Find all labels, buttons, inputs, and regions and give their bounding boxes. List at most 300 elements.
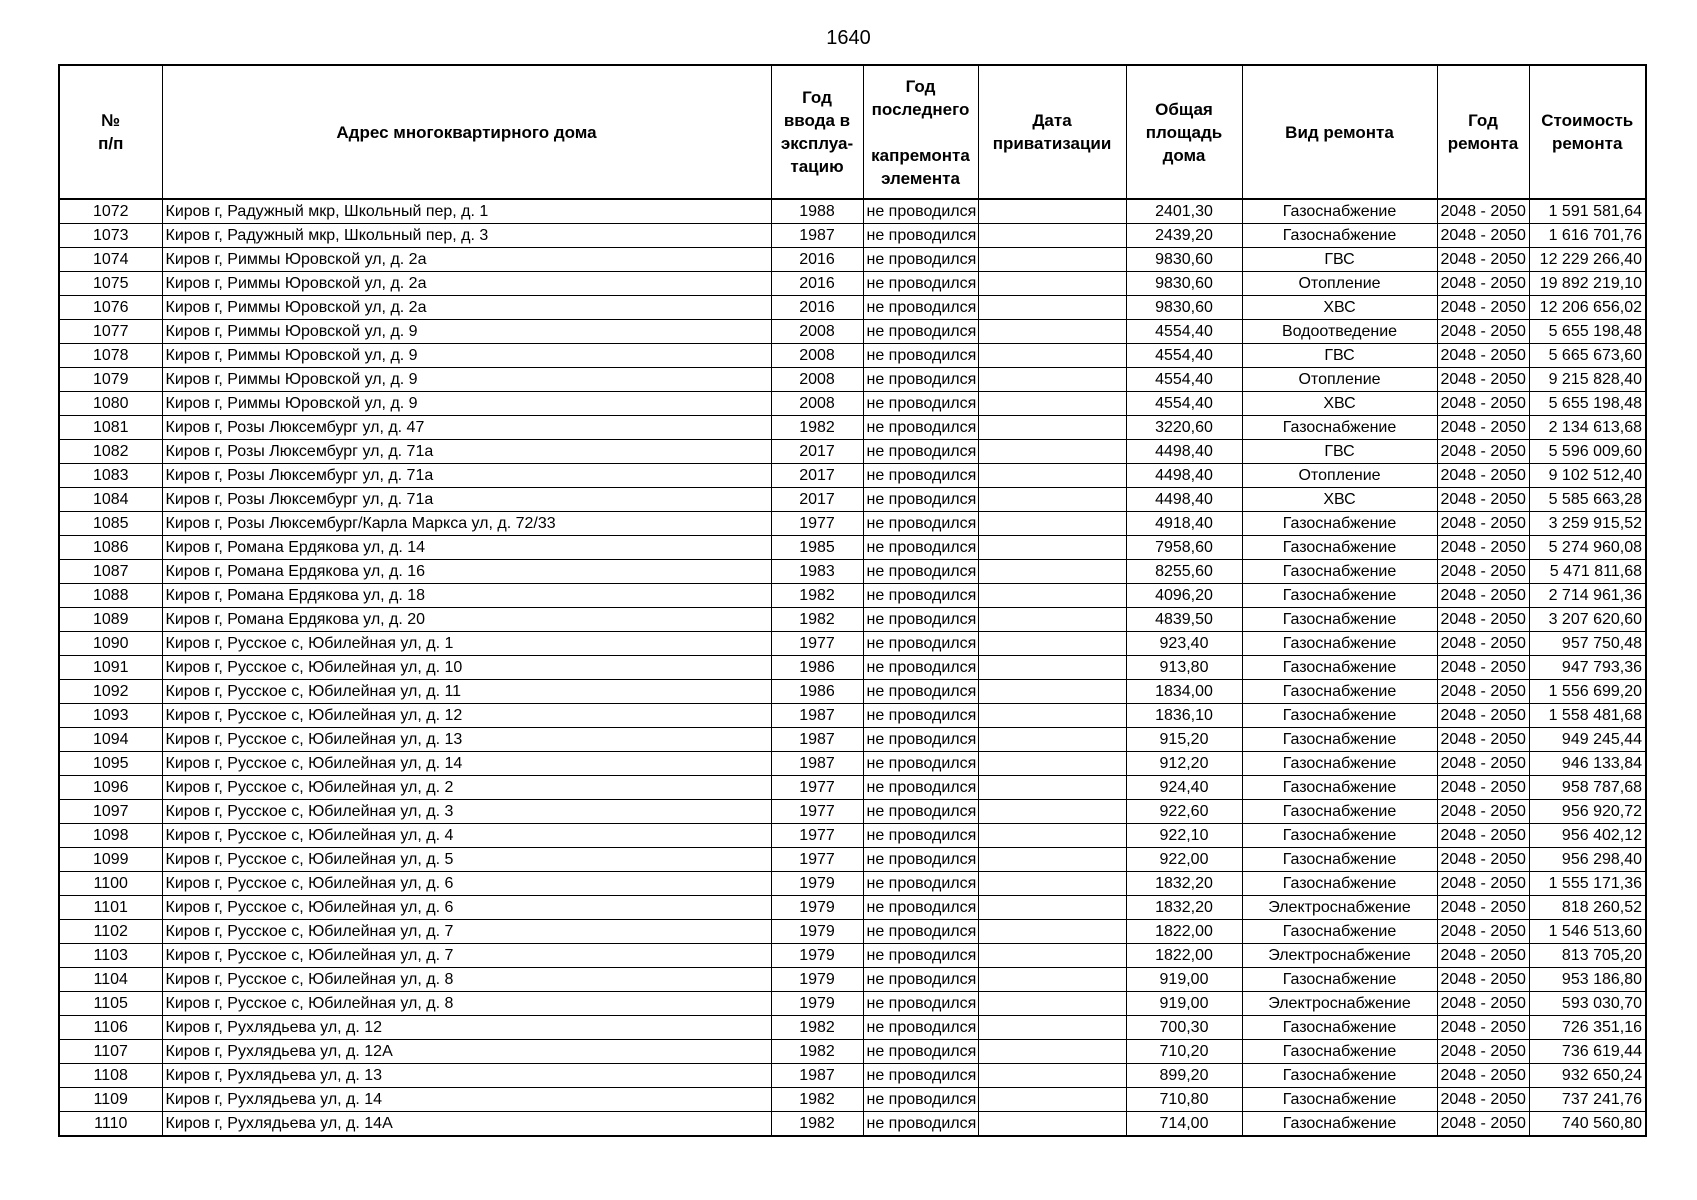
last-repair-cell: не проводился: [863, 1064, 978, 1088]
row-number-cell: 1102: [59, 920, 162, 944]
last-repair-cell: не проводился: [863, 440, 978, 464]
address-cell: Киров г, Рухлядьева ул, д. 12: [162, 1016, 771, 1040]
table-row: [59, 944, 1646, 968]
cost-cell: 736 619,44: [1529, 1040, 1646, 1064]
header-row: [59, 65, 1646, 199]
cost-cell: 953 186,80: [1529, 968, 1646, 992]
header-text: эксплуа-: [780, 134, 854, 153]
last-repair-cell: не проводился: [863, 272, 978, 296]
repair-period-cell: 2048 - 2050: [1437, 992, 1529, 1016]
header-text: дома: [1162, 145, 1206, 165]
commission-year-cell: 2008: [771, 320, 863, 344]
commission-year-cell: 2008: [771, 392, 863, 416]
header-text: Год: [905, 76, 936, 96]
privatization-cell: [978, 584, 1126, 608]
area-cell: 4498,40: [1126, 440, 1242, 464]
privatization-cell: [978, 728, 1126, 752]
row-number-cell: 1110: [59, 1112, 162, 1137]
repair-type-cell: ГВС: [1242, 440, 1437, 464]
address-cell: Киров г, Русское с, Юбилейная ул, д. 8: [162, 992, 771, 1016]
repair-period-cell: 2048 - 2050: [1437, 848, 1529, 872]
cost-cell: 726 351,16: [1529, 1016, 1646, 1040]
cost-cell: 5 655 198,48: [1529, 392, 1646, 416]
last-repair-cell: не проводился: [863, 776, 978, 800]
cost-cell: 957 750,48: [1529, 632, 1646, 656]
repair-period-cell: 2048 - 2050: [1437, 320, 1529, 344]
area-cell: 4498,40: [1126, 488, 1242, 512]
last-repair-cell: не проводился: [863, 992, 978, 1016]
commission-year-cell: 1979: [771, 968, 863, 992]
repair-period-cell: 2048 - 2050: [1437, 1088, 1529, 1112]
last-repair-cell: не проводился: [863, 944, 978, 968]
table-row: [59, 632, 1646, 656]
repair-period-cell: 2048 - 2050: [1437, 512, 1529, 536]
column-header-commission-year: [771, 65, 863, 199]
table-row: [59, 536, 1646, 560]
cost-cell: 813 705,20: [1529, 944, 1646, 968]
commission-year-cell: 1982: [771, 584, 863, 608]
header-text: Год: [1468, 111, 1498, 130]
repair-period-cell: 2048 - 2050: [1437, 1016, 1529, 1040]
column-header-address: [162, 65, 771, 199]
repair-type-cell: Газоснабжение: [1242, 1064, 1437, 1088]
commission-year-cell: 2016: [771, 296, 863, 320]
privatization-cell: [978, 320, 1126, 344]
repair-period-cell: 2048 - 2050: [1437, 944, 1529, 968]
privatization-cell: [978, 1064, 1126, 1088]
table-row: [59, 824, 1646, 848]
area-cell: 9830,60: [1126, 272, 1242, 296]
last-repair-cell: не проводился: [863, 920, 978, 944]
privatization-cell: [978, 344, 1126, 368]
table-row: [59, 248, 1646, 272]
table-row: [59, 320, 1646, 344]
row-number-cell: 1074: [59, 248, 162, 272]
privatization-cell: [978, 872, 1126, 896]
privatization-cell: [978, 752, 1126, 776]
commission-year-cell: 1982: [771, 416, 863, 440]
header-text: ремонта: [1447, 134, 1519, 153]
area-cell: 913,80: [1126, 656, 1242, 680]
table-row: [59, 512, 1646, 536]
table-row: [59, 776, 1646, 800]
row-number-cell: 1094: [59, 728, 162, 752]
address-cell: Киров г, Риммы Юровской ул, д. 2а: [162, 248, 771, 272]
commission-year-cell: 1982: [771, 1040, 863, 1064]
repair-period-cell: 2048 - 2050: [1437, 824, 1529, 848]
repair-type-cell: Газоснабжение: [1242, 1016, 1437, 1040]
column-header-privatization: [978, 65, 1126, 199]
repair-type-cell: ХВС: [1242, 392, 1437, 416]
column-header-repair-year: [1437, 65, 1529, 199]
last-repair-cell: не проводился: [863, 224, 978, 248]
area-cell: 922,60: [1126, 800, 1242, 824]
repair-type-cell: Газоснабжение: [1242, 968, 1437, 992]
commission-year-cell: 2017: [771, 488, 863, 512]
repair-type-cell: ГВС: [1242, 344, 1437, 368]
table-row: [59, 224, 1646, 248]
last-repair-cell: не проводился: [863, 199, 978, 224]
row-number-cell: 1098: [59, 824, 162, 848]
privatization-cell: [978, 992, 1126, 1016]
commission-year-cell: 1982: [771, 1016, 863, 1040]
last-repair-cell: не проводился: [863, 728, 978, 752]
repair-type-cell: Газоснабжение: [1242, 199, 1437, 224]
cost-cell: 5 274 960,08: [1529, 536, 1646, 560]
commission-year-cell: 1977: [771, 776, 863, 800]
area-cell: 1832,20: [1126, 896, 1242, 920]
table-row: [59, 296, 1646, 320]
area-cell: 700,30: [1126, 1016, 1242, 1040]
address-cell: Киров г, Русское с, Юбилейная ул, д. 14: [162, 752, 771, 776]
row-number-cell: 1082: [59, 440, 162, 464]
cost-cell: 9 102 512,40: [1529, 464, 1646, 488]
address-cell: Киров г, Романа Ердякова ул, д. 16: [162, 560, 771, 584]
repair-period-cell: 2048 - 2050: [1437, 368, 1529, 392]
address-cell: Киров г, Русское с, Юбилейная ул, д. 7: [162, 944, 771, 968]
area-cell: 923,40: [1126, 632, 1242, 656]
address-cell: Киров г, Русское с, Юбилейная ул, д. 12: [162, 704, 771, 728]
cost-cell: 5 585 663,28: [1529, 488, 1646, 512]
privatization-cell: [978, 560, 1126, 584]
address-cell: Киров г, Русское с, Юбилейная ул, д. 13: [162, 728, 771, 752]
area-cell: 919,00: [1126, 968, 1242, 992]
repair-period-cell: 2048 - 2050: [1437, 1112, 1529, 1137]
address-cell: Киров г, Романа Ердякова ул, д. 14: [162, 536, 771, 560]
last-repair-cell: не проводился: [863, 584, 978, 608]
header-text: Стоимость: [1541, 111, 1634, 130]
address-cell: Киров г, Риммы Юровской ул, д. 9: [162, 320, 771, 344]
header-text: площадь: [1145, 122, 1223, 142]
cost-cell: 5 665 673,60: [1529, 344, 1646, 368]
last-repair-cell: не проводился: [863, 1112, 978, 1137]
address-cell: Киров г, Русское с, Юбилейная ул, д. 10: [162, 656, 771, 680]
table-row: [59, 896, 1646, 920]
repair-type-cell: Газоснабжение: [1242, 1040, 1437, 1064]
table-header: [59, 65, 1646, 199]
header-text: Вид ремонта: [1285, 122, 1394, 142]
row-number-cell: 1089: [59, 608, 162, 632]
header-text: №: [101, 111, 121, 130]
last-repair-cell: не проводился: [863, 392, 978, 416]
repair-period-cell: 2048 - 2050: [1437, 632, 1529, 656]
area-cell: 4554,40: [1126, 344, 1242, 368]
last-repair-cell: не проводился: [863, 368, 978, 392]
cost-cell: 593 030,70: [1529, 992, 1646, 1016]
cost-cell: 949 245,44: [1529, 728, 1646, 752]
area-cell: 710,80: [1126, 1088, 1242, 1112]
address-cell: Киров г, Риммы Юровской ул, д. 9: [162, 368, 771, 392]
privatization-cell: [978, 512, 1126, 536]
privatization-cell: [978, 968, 1126, 992]
privatization-cell: [978, 416, 1126, 440]
address-cell: Киров г, Романа Ердякова ул, д. 20: [162, 608, 771, 632]
repair-type-cell: Электроснабжение: [1242, 944, 1437, 968]
privatization-cell: [978, 296, 1126, 320]
header-spacer: [866, 121, 976, 144]
last-repair-cell: не проводился: [863, 1088, 978, 1112]
row-number-cell: 1086: [59, 536, 162, 560]
commission-year-cell: 1982: [771, 608, 863, 632]
header-text: тацию: [790, 157, 844, 176]
address-cell: Киров г, Русское с, Юбилейная ул, д. 6: [162, 896, 771, 920]
row-number-cell: 1096: [59, 776, 162, 800]
address-cell: Киров г, Русское с, Юбилейная ул, д. 8: [162, 968, 771, 992]
row-number-cell: 1095: [59, 752, 162, 776]
commission-year-cell: 1982: [771, 1112, 863, 1137]
area-cell: 9830,60: [1126, 248, 1242, 272]
last-repair-cell: не проводился: [863, 296, 978, 320]
privatization-cell: [978, 896, 1126, 920]
table-row: [59, 1112, 1646, 1137]
repair-type-cell: Газоснабжение: [1242, 224, 1437, 248]
privatization-cell: [978, 800, 1126, 824]
repair-type-cell: Газоснабжение: [1242, 416, 1437, 440]
address-cell: Киров г, Русское с, Юбилейная ул, д. 4: [162, 824, 771, 848]
repair-type-cell: Газоснабжение: [1242, 1112, 1437, 1137]
commission-year-cell: 1987: [771, 1064, 863, 1088]
repair-period-cell: 2048 - 2050: [1437, 560, 1529, 584]
repair-period-cell: 2048 - 2050: [1437, 728, 1529, 752]
commission-year-cell: 1979: [771, 992, 863, 1016]
privatization-cell: [978, 632, 1126, 656]
privatization-cell: [978, 536, 1126, 560]
last-repair-cell: не проводился: [863, 872, 978, 896]
commission-year-cell: 1979: [771, 944, 863, 968]
area-cell: 922,00: [1126, 848, 1242, 872]
privatization-cell: [978, 272, 1126, 296]
area-cell: 899,20: [1126, 1064, 1242, 1088]
header-text: Дата: [1032, 111, 1072, 130]
area-cell: 3220,60: [1126, 416, 1242, 440]
row-number-cell: 1078: [59, 344, 162, 368]
commission-year-cell: 1977: [771, 632, 863, 656]
commission-year-cell: 1979: [771, 896, 863, 920]
repair-period-cell: 2048 - 2050: [1437, 272, 1529, 296]
area-cell: 1836,10: [1126, 704, 1242, 728]
repair-type-cell: Электроснабжение: [1242, 992, 1437, 1016]
commission-year-cell: 1986: [771, 680, 863, 704]
table-row: [59, 656, 1646, 680]
cost-cell: 12 206 656,02: [1529, 296, 1646, 320]
privatization-cell: [978, 464, 1126, 488]
header-text: ввода в: [783, 111, 851, 130]
address-cell: Киров г, Русское с, Юбилейная ул, д. 7: [162, 920, 771, 944]
last-repair-cell: не проводился: [863, 560, 978, 584]
repair-period-cell: 2048 - 2050: [1437, 1064, 1529, 1088]
privatization-cell: [978, 199, 1126, 224]
repair-type-cell: Газоснабжение: [1242, 848, 1437, 872]
cost-cell: 956 298,40: [1529, 848, 1646, 872]
repair-type-cell: Газоснабжение: [1242, 680, 1437, 704]
area-cell: 710,20: [1126, 1040, 1242, 1064]
cost-cell: 12 229 266,40: [1529, 248, 1646, 272]
cost-cell: 1 616 701,76: [1529, 224, 1646, 248]
repair-period-cell: 2048 - 2050: [1437, 344, 1529, 368]
commission-year-cell: 1988: [771, 199, 863, 224]
commission-year-cell: 1977: [771, 824, 863, 848]
commission-year-cell: 1985: [771, 536, 863, 560]
repair-type-cell: Газоснабжение: [1242, 728, 1437, 752]
commission-year-cell: 1982: [771, 1088, 863, 1112]
commission-year-cell: 1987: [771, 224, 863, 248]
table-row: [59, 848, 1646, 872]
privatization-cell: [978, 1016, 1126, 1040]
cost-cell: 9 215 828,40: [1529, 368, 1646, 392]
table-row: [59, 1040, 1646, 1064]
privatization-cell: [978, 848, 1126, 872]
repair-register-table: [58, 64, 1647, 1137]
address-cell: Киров г, Русское с, Юбилейная ул, д. 5: [162, 848, 771, 872]
repair-period-cell: 2048 - 2050: [1437, 464, 1529, 488]
table-row: [59, 392, 1646, 416]
address-cell: Киров г, Русское с, Юбилейная ул, д. 6: [162, 872, 771, 896]
area-cell: 2439,20: [1126, 224, 1242, 248]
repair-type-cell: Газоснабжение: [1242, 584, 1437, 608]
privatization-cell: [978, 1040, 1126, 1064]
row-number-cell: 1091: [59, 656, 162, 680]
address-cell: Киров г, Розы Люксембург ул, д. 71а: [162, 440, 771, 464]
commission-year-cell: 2017: [771, 464, 863, 488]
table-row: [59, 752, 1646, 776]
repair-period-cell: 2048 - 2050: [1437, 488, 1529, 512]
repair-type-cell: ХВС: [1242, 488, 1437, 512]
header-text: Общая: [1155, 99, 1213, 119]
repair-period-cell: 2048 - 2050: [1437, 584, 1529, 608]
header-text: элемента: [881, 168, 960, 188]
table-row: [59, 1088, 1646, 1112]
row-number-cell: 1100: [59, 872, 162, 896]
address-cell: Киров г, Радужный мкр, Школьный пер, д. 3: [162, 224, 771, 248]
area-cell: 4554,40: [1126, 368, 1242, 392]
privatization-cell: [978, 248, 1126, 272]
commission-year-cell: 1977: [771, 848, 863, 872]
area-cell: 1832,20: [1126, 872, 1242, 896]
cost-cell: 3 207 620,60: [1529, 608, 1646, 632]
row-number-cell: 1079: [59, 368, 162, 392]
area-cell: 922,10: [1126, 824, 1242, 848]
header-text: капремонта: [871, 145, 970, 165]
repair-type-cell: Газоснабжение: [1242, 536, 1437, 560]
row-number-cell: 1072: [59, 199, 162, 224]
address-cell: Киров г, Рухлядьева ул, д. 12А: [162, 1040, 771, 1064]
cost-cell: 1 546 513,60: [1529, 920, 1646, 944]
commission-year-cell: 1979: [771, 872, 863, 896]
address-cell: Киров г, Риммы Юровской ул, д. 9: [162, 344, 771, 368]
repair-type-cell: Отопление: [1242, 368, 1437, 392]
repair-period-cell: 2048 - 2050: [1437, 656, 1529, 680]
page-number: 1640: [826, 27, 871, 49]
repair-type-cell: Газоснабжение: [1242, 632, 1437, 656]
row-number-cell: 1108: [59, 1064, 162, 1088]
repair-period-cell: 2048 - 2050: [1437, 392, 1529, 416]
repair-period-cell: 2048 - 2050: [1437, 680, 1529, 704]
last-repair-cell: не проводился: [863, 488, 978, 512]
area-cell: 4554,40: [1126, 392, 1242, 416]
repair-period-cell: 2048 - 2050: [1437, 199, 1529, 224]
repair-type-cell: Отопление: [1242, 272, 1437, 296]
last-repair-cell: не проводился: [863, 608, 978, 632]
area-cell: 1822,00: [1126, 920, 1242, 944]
row-number-cell: 1093: [59, 704, 162, 728]
address-cell: Киров г, Риммы Юровской ул, д. 9: [162, 392, 771, 416]
last-repair-cell: не проводился: [863, 416, 978, 440]
column-header-last-repair: [863, 65, 978, 199]
address-cell: Киров г, Розы Люксембург ул, д. 71а: [162, 464, 771, 488]
column-header-number: [59, 65, 162, 199]
commission-year-cell: 1986: [771, 656, 863, 680]
area-cell: 4554,40: [1126, 320, 1242, 344]
address-cell: Киров г, Русское с, Юбилейная ул, д. 2: [162, 776, 771, 800]
area-cell: 2401,30: [1126, 199, 1242, 224]
row-number-cell: 1090: [59, 632, 162, 656]
privatization-cell: [978, 488, 1126, 512]
privatization-cell: [978, 440, 1126, 464]
repair-period-cell: 2048 - 2050: [1437, 224, 1529, 248]
repair-period-cell: 2048 - 2050: [1437, 872, 1529, 896]
area-cell: 8255,60: [1126, 560, 1242, 584]
last-repair-cell: не проводился: [863, 464, 978, 488]
privatization-cell: [978, 1112, 1126, 1137]
commission-year-cell: 1987: [771, 728, 863, 752]
address-cell: Киров г, Розы Люксембург ул, д. 47: [162, 416, 771, 440]
row-number-cell: 1107: [59, 1040, 162, 1064]
address-cell: Киров г, Русское с, Юбилейная ул, д. 3: [162, 800, 771, 824]
privatization-cell: [978, 920, 1126, 944]
area-cell: 4498,40: [1126, 464, 1242, 488]
column-header-area: [1126, 65, 1242, 199]
last-repair-cell: не проводился: [863, 536, 978, 560]
row-number-cell: 1081: [59, 416, 162, 440]
row-number-cell: 1109: [59, 1088, 162, 1112]
repair-type-cell: Газоснабжение: [1242, 1088, 1437, 1112]
address-cell: Киров г, Риммы Юровской ул, д. 2а: [162, 296, 771, 320]
area-cell: 924,40: [1126, 776, 1242, 800]
table-row: [59, 920, 1646, 944]
repair-type-cell: Газоснабжение: [1242, 800, 1437, 824]
commission-year-cell: 1979: [771, 920, 863, 944]
repair-period-cell: 2048 - 2050: [1437, 416, 1529, 440]
last-repair-cell: не проводился: [863, 512, 978, 536]
table-row: [59, 199, 1646, 224]
repair-type-cell: Газоснабжение: [1242, 752, 1437, 776]
repair-type-cell: Отопление: [1242, 464, 1437, 488]
commission-year-cell: 1987: [771, 704, 863, 728]
area-cell: 919,00: [1126, 992, 1242, 1016]
table-row: [59, 728, 1646, 752]
address-cell: Киров г, Радужный мкр, Школьный пер, д. 1: [162, 199, 771, 224]
column-header-repair-type: [1242, 65, 1437, 199]
last-repair-cell: не проводился: [863, 896, 978, 920]
repair-type-cell: Электроснабжение: [1242, 896, 1437, 920]
repair-type-cell: Газоснабжение: [1242, 608, 1437, 632]
last-repair-cell: не проводился: [863, 344, 978, 368]
table-row: [59, 464, 1646, 488]
commission-year-cell: 2016: [771, 272, 863, 296]
commission-year-cell: 2016: [771, 248, 863, 272]
area-cell: 4096,20: [1126, 584, 1242, 608]
last-repair-cell: не проводился: [863, 1016, 978, 1040]
privatization-cell: [978, 944, 1126, 968]
repair-period-cell: 2048 - 2050: [1437, 296, 1529, 320]
address-cell: Киров г, Русское с, Юбилейная ул, д. 11: [162, 680, 771, 704]
table-row: [59, 272, 1646, 296]
cost-cell: 2 134 613,68: [1529, 416, 1646, 440]
repair-type-cell: Газоснабжение: [1242, 920, 1437, 944]
area-cell: 912,20: [1126, 752, 1242, 776]
commission-year-cell: 1977: [771, 800, 863, 824]
repair-period-cell: 2048 - 2050: [1437, 608, 1529, 632]
